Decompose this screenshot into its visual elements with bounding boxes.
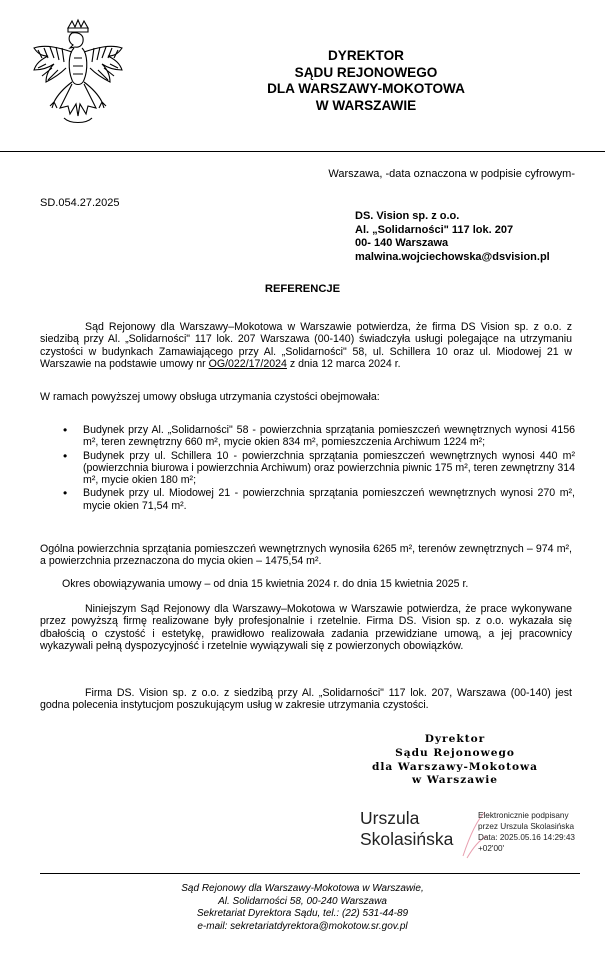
list-item: • Budynek przy ul. Miodowej 21 - powierzchnia sprzątania pomieszczeń wewnętrznych wynosi 270 m², mycie okien 71,54 m². <box>40 487 575 512</box>
paragraph-intro-date: z dnia 12 marca 2024 r. <box>286 357 401 370</box>
polish-eagle-emblem-icon <box>28 18 128 136</box>
issuer-heading-line: DYREKTOR <box>327 48 405 63</box>
signer-last-name: Skolasińska <box>360 829 454 849</box>
recipient-email: malwina.wojciechowska@dsvision.pl <box>355 250 550 263</box>
issuer-heading-line: W WARSZAWIE <box>315 97 417 113</box>
signatory-title <box>330 733 580 788</box>
footer-line: Al. Solidarności 58, 00-240 Warszawa <box>218 895 387 907</box>
signatory-title-line: w Warszawie <box>412 774 498 787</box>
recipient-city: 00- 140 Warszawa <box>355 237 449 249</box>
paragraph-intro-text: Sąd Rejonowy dla Warszawy–Mokotowa w Warszawie potwierdza, że firma DS Vision sp. z o.o. z siedzibą przy Al. „Solidarności" 117 lok. 207 Warszawa (00-140) świadczyła usługi polegające na utrzymaniu czystości w budynkach Zamawiającego przy Al. „Solidarności" 58, ul. Schillera 10 oraz ul. Miodowej 21 w Warszawie na podstawie umowy nr <box>40 321 572 370</box>
footer-line: Sekretariat Dyrektora Sądu, tel.: (22) 531-44-89 <box>196 908 409 920</box>
signatory-title-line: Dyrektor <box>424 733 486 745</box>
electronic-signature-info <box>478 810 575 854</box>
signer-name <box>360 808 453 850</box>
paragraph-evaluation: Niniejszym Sąd Rejonowy dla Warszawy–Mokotowa w Warszawie potwierdza, że prace wykonywane przez powyższą firmę realizowane były profesjonalnie i rzetelnie. Firma DS. Vision sp. z o.o. wykazała się dbałością o czystość i estetykę, prawidłowo realizowała zadania przewidziane umową, a jej pracownicy wykazywali pełną dyspozycyjność i rzetelnie wywiązywali się z powierzonych obowiązków. <box>40 603 572 652</box>
signatory-title-line: Sądu Rejonowego <box>395 746 515 759</box>
footer-divider <box>40 873 580 874</box>
issuer-heading-line: DLA WARSZAWY-MOKOTOWA <box>267 81 465 96</box>
recipient-street: Al. „Solidarności" 117 lok. 207 <box>355 223 514 236</box>
header-divider <box>0 151 605 152</box>
e-signature-line: przez Urszula Skolasińska <box>478 822 575 831</box>
paragraph-intro <box>40 321 572 370</box>
list-item: • Budynek przy ul. Schillera 10 - powierzchnia sprzątania pomieszczeń wewnętrznych wynosi 440 m² (powierzchnia biurowa i powierzchnia Archiwum) oraz powierzchnia piwnic 175 m², teren zewnętrzny 314 m², mycie okien 180 m²; <box>40 450 575 487</box>
e-signature-line: +02'00' <box>478 844 505 853</box>
e-signature-line: Data: 2025.05.16 14:29:43 <box>478 833 575 842</box>
recipient-name: DS. Vision sp. z o.o. <box>355 210 460 222</box>
e-signature-line: Elektronicznie podpisany <box>478 811 569 820</box>
issuer-heading-line: SĄDU REJONOWEGO <box>294 64 438 80</box>
footer-line: e-mail: sekretariatdyrektora@mokotow.sr.gov.pl <box>197 920 408 932</box>
signer-first-name: Urszula <box>360 808 420 828</box>
buildings-list <box>40 424 575 513</box>
paragraph-scope: W ramach powyższej umowy obsługa utrzymania czystości obejmowała: <box>40 391 380 403</box>
place-and-date: Warszawa, -data oznaczona w podpisie cyfrowym- <box>328 168 575 180</box>
paragraph-recommendation: Firma DS. Vision sp. z o.o. z siedzibą przy Al. „Solidarności" 117 lok. 207, Warszawa (00-140) jest godna polecenia instytucjom poszukującym usług w zakresie utrzymania czystości. <box>40 687 572 712</box>
paragraph-period: Okres obowiązywania umowy – od dnia 15 kwietnia 2024 r. do dnia 15 kwietnia 2025 r. <box>62 578 469 590</box>
signatory-title-line: dla Warszawy-Mokotowa <box>371 760 539 773</box>
recipient-address <box>355 210 550 264</box>
reference-number: SD.054.27.2025 <box>40 197 120 209</box>
document-title: REFERENCJE <box>264 283 341 295</box>
list-item: • Budynek przy Al. „Solidarności" 58 - powierzchnia sprzątania pomieszczeń wewnętrznych wynosi 4156 m², teren zewnętrzny 660 m², mycie okien 834 m², pomieszczenia Archiwum 1224 m²; <box>40 424 575 449</box>
paragraph-totals: Ogólna powierzchnia sprzątania pomieszczeń wewnętrznych wynosiła 6265 m², terenów zewnętrznych – 974 m², a powierzchnia przeznaczona do mycia okien – 1475,54 m². <box>40 543 572 568</box>
issuer-heading <box>200 48 532 114</box>
contract-number: OG/022/17/2024 <box>208 357 287 370</box>
footer <box>0 883 605 933</box>
footer-line: Sąd Rejonowy dla Warszawy-Mokotowa w Warszawie, <box>181 883 424 894</box>
